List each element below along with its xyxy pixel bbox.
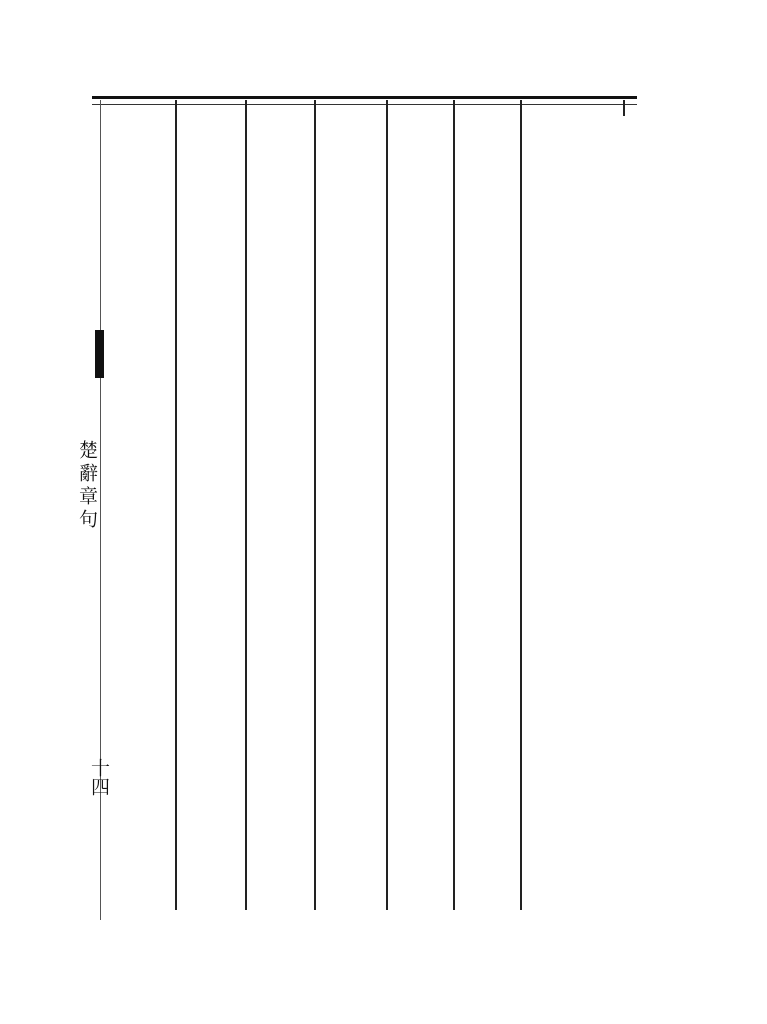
column-divider xyxy=(453,100,455,910)
column-divider xyxy=(175,100,177,910)
column-divider xyxy=(245,100,247,910)
page-number: 十四 xyxy=(88,758,110,796)
gutter-book-title: 楚辭章句 xyxy=(76,440,98,532)
top-border-rule xyxy=(92,96,637,99)
top-border-rule-inner xyxy=(92,104,637,105)
column-divider xyxy=(386,100,388,910)
column-divider xyxy=(520,100,522,910)
column-divider xyxy=(314,100,316,910)
fishtail-mark xyxy=(95,330,104,378)
column-divider xyxy=(623,100,625,116)
